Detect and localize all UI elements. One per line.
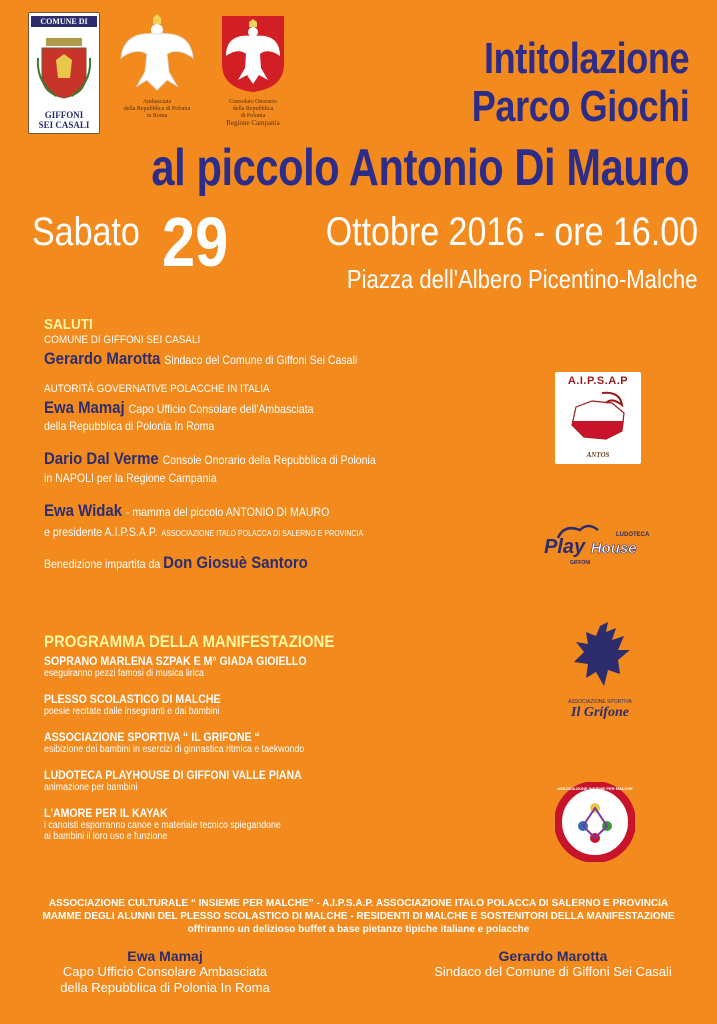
- consulate-caption: [208, 99, 298, 127]
- griffin-icon: [560, 620, 640, 694]
- saluti-person-4-role: - mamma del piccolo ANTONIO DI MAURO: [125, 505, 330, 519]
- saluti-blessing-name: Don Giosuè Santoro: [163, 553, 308, 572]
- programma-item-sub: ai bambini il loro uso e funzione: [44, 831, 168, 842]
- programma-item-sub: poesie recitate dalle insegnanti e dai bambini: [44, 706, 220, 717]
- saluti-blessing-text: Benedizione impartita da: [44, 557, 164, 571]
- saluti-person-1: [44, 349, 466, 369]
- programma-item-title: SOPRANO MARLENA SZPAK E M° GIADA GIOIELLO: [44, 654, 307, 668]
- programma-heading: PROGRAMMA DELLA MANIFESTAZIONE: [44, 632, 335, 651]
- saluti-person-3-role-2: in NAPOLI per la Regione Campania: [44, 471, 217, 485]
- programma-item-sub: eseguiranno pezzi famosi di musica lirica: [44, 668, 204, 679]
- embassy-logo: [112, 14, 202, 120]
- saluti-person-1-role: Sindaco del Comune di Giffoni Sei Casali: [164, 353, 358, 367]
- saluti-person-4-role-2: e presidente A.I.P.S.A.P.: [44, 525, 158, 539]
- consulate-caption-1: Consolato Onorario: [229, 99, 277, 105]
- consulate-logo: [208, 14, 298, 127]
- aipsap-sub: ANTOS: [586, 451, 610, 459]
- programma-item: [44, 768, 524, 793]
- playhouse-logo: [540, 520, 660, 572]
- embassy-caption: [112, 99, 202, 120]
- crest-shield-icon: [36, 38, 92, 100]
- saluti-person-2-role-2: della Repubblica di Polonia In Roma: [44, 419, 215, 433]
- signature-left-role-2: della Repubblica di Polonia In Roma: [60, 980, 270, 995]
- signature-left: [40, 948, 290, 996]
- consulate-caption-2: della Repubblica: [232, 106, 274, 112]
- insieme-icon: [555, 782, 635, 862]
- programma-item: [44, 654, 524, 679]
- saluti-person-2-name: Ewa Mamaj: [44, 398, 125, 417]
- programma-item: [44, 730, 524, 755]
- event-place: Piazza dell'Albero Picentino-Malche: [347, 264, 698, 294]
- crest-top-label: COMUNE DI: [31, 16, 97, 27]
- playhouse-wordmark: [544, 536, 637, 559]
- saluti-person-2-role: Capo Ufficio Consolare dell'Ambasciata: [128, 402, 314, 416]
- insieme-label: ASSOCIAZIONE INSIEME PER MALCHE: [557, 786, 633, 791]
- footer-line-3: offriranno un delizioso buffet a base pietanze tipiche italiane e polacche: [187, 924, 530, 935]
- saluti-section: [44, 316, 524, 573]
- crest-bottom-line1: GIFFONI: [44, 110, 84, 120]
- saluti-org-2: AUTORITÀ GOVERNATIVE POLACCHE IN ITALIA: [44, 383, 270, 395]
- event-date: [26, 203, 706, 294]
- signature-right-role-1: Sindaco del Comune di Giffoni Sei Casali: [434, 964, 672, 979]
- giffoni-crest: [28, 12, 100, 134]
- playhouse-play: Play: [544, 536, 586, 558]
- playhouse-house: House: [590, 540, 637, 557]
- saluti-person-4-name: Ewa Widak: [44, 501, 123, 520]
- event-weekday: Sabato: [32, 210, 140, 254]
- programma-item-title: L'AMORE PER IL KAYAK: [44, 806, 168, 820]
- event-when: Ottobre 2016 - ore 16.00: [325, 210, 698, 254]
- embassy-caption-2: della Repubblica di Polonia: [123, 106, 191, 112]
- title-line-3: al piccolo Antonio Di Mauro: [151, 139, 689, 197]
- footer-line-1: ASSOCIAZIONE CULTURALE “ INSIEME PER MALCHE” - A.I.P.S.A.P. ASSOCIAZIONE ITALO POLACCA DI SALERNO E PROVINCIA: [48, 898, 669, 909]
- embassy-caption-1: Ambasciata: [142, 99, 172, 105]
- programma-item-title: PLESSO SCOLASTICO DI MALCHE: [44, 692, 221, 706]
- embassy-caption-3: in Roma: [146, 113, 168, 119]
- aipsap-logo: [555, 372, 641, 464]
- insieme-logo: [555, 782, 635, 862]
- saluti-person-2: [44, 398, 466, 418]
- saluti-person-3-name: Dario Dal Verme: [44, 449, 159, 468]
- programma-section: [44, 632, 524, 842]
- programma-item-sub: i canoisti esporranno canoe e materiale tecnico spiegandone: [44, 820, 281, 831]
- polish-emblem-icon: [218, 14, 288, 94]
- crest-bottom-label: [39, 110, 90, 130]
- programma-item: [44, 692, 524, 717]
- aipsap-logo-text: A.I.P.S.A.P: [567, 375, 629, 387]
- grifone-name: Il Grifone: [571, 705, 629, 720]
- playhouse-giffoni: GIFFONI: [570, 560, 591, 566]
- saluti-person-4: [44, 501, 466, 521]
- programma-item: [44, 806, 524, 842]
- signature-right-name: Gerardo Marotta: [498, 948, 608, 964]
- saluti-person-4-assoc: ASSOCIAZIONE ITALO POLACCA DI SALERNO E PROVINCIA: [161, 529, 364, 538]
- playhouse-top-label: LUDOTECA: [616, 532, 650, 538]
- saluti-org-1: COMUNE DI GIFFONI SEI CASALI: [44, 334, 201, 346]
- saluti-blessing: [44, 553, 466, 573]
- saluti-person-4-line-2: [44, 523, 466, 541]
- signature-left-name: Ewa Mamaj: [127, 948, 203, 964]
- saluti-heading: SALUTI: [44, 316, 93, 333]
- saluti-person-3-role: Console Onorario della Repubblica di Polonia: [162, 453, 376, 467]
- event-day: 29: [162, 203, 229, 281]
- footer-line-2: MAMME DEGLI ALUNNI DEL PLESSO SCOLASTICO DI MALCHE - RESIDENTI DI MALCHE E SOSTENITORI DELLA MANIFESTAZIONE: [42, 911, 675, 922]
- saluti-person-3: [44, 449, 466, 469]
- grifone-top-label: ASSOCIAZIONE SPORTIVA: [568, 699, 632, 705]
- saluti-person-1-name: Gerardo Marotta: [44, 349, 161, 368]
- signature-left-role-1: Capo Ufficio Consolare Ambasciata: [62, 964, 268, 979]
- programma-item-sub: animazione per bambini: [44, 782, 138, 793]
- consulate-caption-4: Regione Campania: [226, 119, 280, 127]
- title-line-1: Intitolazione: [483, 34, 689, 83]
- signature-right: [418, 948, 688, 980]
- programma-item-title: ASSOCIAZIONE SPORTIVA “ IL GRIFONE “: [44, 730, 260, 744]
- programma-item-title: LUDOTECA PLAYHOUSE DI GIFFONI VALLE PIANA: [44, 768, 302, 782]
- crest-bottom-line2: SEI CASALI: [38, 120, 90, 130]
- consulate-caption-3: di Polonia: [240, 113, 266, 119]
- grifone-logo: [560, 620, 640, 726]
- white-eagle-icon: [117, 14, 197, 94]
- title-line-2: Parco Giochi: [471, 82, 689, 131]
- poland-map-icon: [562, 387, 634, 451]
- programma-item-sub: esibizione dei bambini in esercizi di ginnastica ritmica e taekwondo: [44, 744, 305, 755]
